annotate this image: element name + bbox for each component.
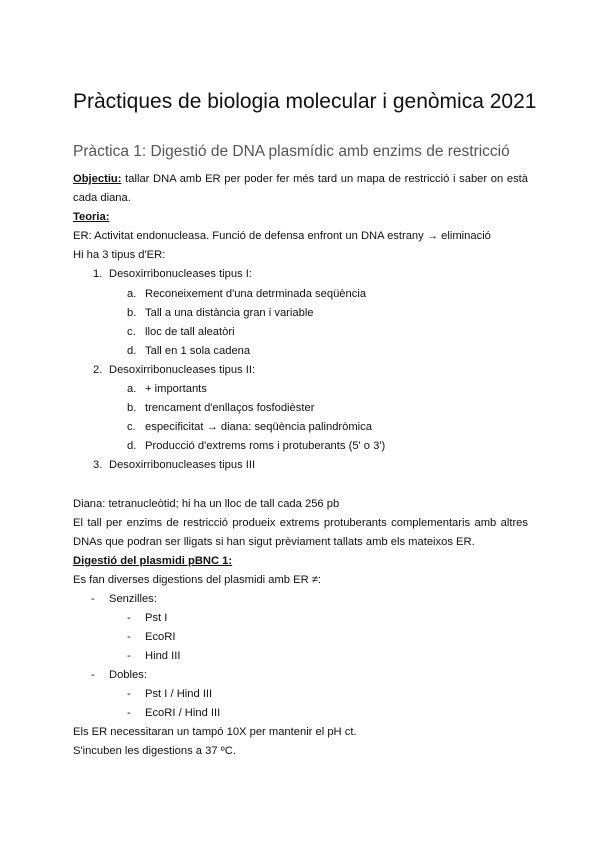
objective-text-1: tallar DNA amb ER per poder fer més tard un mapa de restricció i saber on està <box>125 173 529 185</box>
objective-text-2: cada diana. <box>73 192 131 204</box>
group-dobles-marker: - <box>91 669 95 681</box>
type-3-marker: 3. <box>93 459 103 471</box>
dobles-item-1: Pst I / Hind III <box>145 688 213 700</box>
diana-line: Diana: tetranucleòtid; hi ha un lloc de tall cada 256 pb <box>73 498 340 510</box>
type-2-item-a-marker: a. <box>127 383 137 395</box>
type-1-item-b: Tall a una distància gran i variable <box>145 307 314 319</box>
type-2-item-b: trencament d'enllaços fosfodièster <box>145 402 315 414</box>
cut-paragraph-line-1: El tall per enzims de restricció produeix extrems protuberants complementaris amb altres <box>73 517 528 529</box>
type-1-item-a-marker: a. <box>127 288 137 300</box>
group-senzilles-label: Senzilles: <box>109 593 157 605</box>
objective-label: Objectiu: <box>73 173 122 185</box>
group-dobles-label: Dobles: <box>109 669 147 681</box>
dobles-item-2: EcoRI / Hind III <box>145 707 221 719</box>
buffer-line: Els ER necessitaran un tampó 10X per mantenir el pH ct. <box>73 726 357 738</box>
senzilles-item-3-marker: - <box>127 650 131 662</box>
type-1-item-d-marker: d. <box>127 345 137 357</box>
practice-subtitle: Pràctica 1: Digestió de DNA plasmídic amb enzims de restricció <box>73 143 510 160</box>
document-title: Pràctiques de biologia molecular i genòmica 2021 <box>73 90 537 113</box>
senzilles-item-1: Pst I <box>145 612 168 624</box>
group-senzilles-marker: - <box>91 593 95 605</box>
type-2-item-b-marker: b. <box>127 402 137 414</box>
type-1-item-c-marker: c. <box>127 326 136 338</box>
type-3-label: Desoxirribonucleases tipus III <box>109 459 256 471</box>
type-1-label: Desoxirribonucleases tipus I: <box>109 268 253 280</box>
type-1-item-b-marker: b. <box>127 307 137 319</box>
er-definition: ER: Activitat endonucleasa. Funció de defensa enfront un DNA estrany → eliminació <box>73 230 491 242</box>
type-2-item-c: especificitat → diana: seqüència palindròmica <box>145 421 372 433</box>
digestion-heading: Digestió del plasmidi pBNC 1: <box>73 555 233 567</box>
er-types-intro: Hi ha 3 tipus d'ER: <box>73 249 166 261</box>
senzilles-item-3: Hind III <box>145 650 181 662</box>
senzilles-item-2: EcoRI <box>145 631 176 643</box>
type-1-item-d: Tall en 1 sola cadena <box>145 345 251 357</box>
type-2-item-d: Producció d'extrems roms i protuberants (5' o 3') <box>145 440 386 452</box>
dobles-item-1-marker: - <box>127 688 131 700</box>
digestion-intro: Es fan diverses digestions del plasmidi amb ER ≠: <box>73 574 322 586</box>
cut-paragraph-line-2: DNAs que podran ser lligats si han sigut prèviament tallats amb els mateixos ER. <box>73 536 475 548</box>
incubate-line: S'incuben les digestions a 37 ºC. <box>73 745 236 757</box>
type-2-item-a: + importants <box>145 383 207 395</box>
type-2-item-c-marker: c. <box>127 421 136 433</box>
type-2-marker: 2. <box>93 364 103 376</box>
senzilles-item-1-marker: - <box>127 612 131 624</box>
theory-heading: Teoria: <box>73 211 110 223</box>
type-1-item-c: lloc de tall aleatòri <box>145 326 235 338</box>
type-2-label: Desoxirribonucleases tipus II: <box>109 364 256 376</box>
type-1-item-a: Reconeixement d'una detrminada seqüència <box>145 288 367 300</box>
senzilles-item-2-marker: - <box>127 631 131 643</box>
type-2-item-d-marker: d. <box>127 440 137 452</box>
dobles-item-2-marker: - <box>127 707 131 719</box>
type-1-marker: 1. <box>93 268 103 280</box>
objective-paragraph-line-1 <box>73 172 528 186</box>
